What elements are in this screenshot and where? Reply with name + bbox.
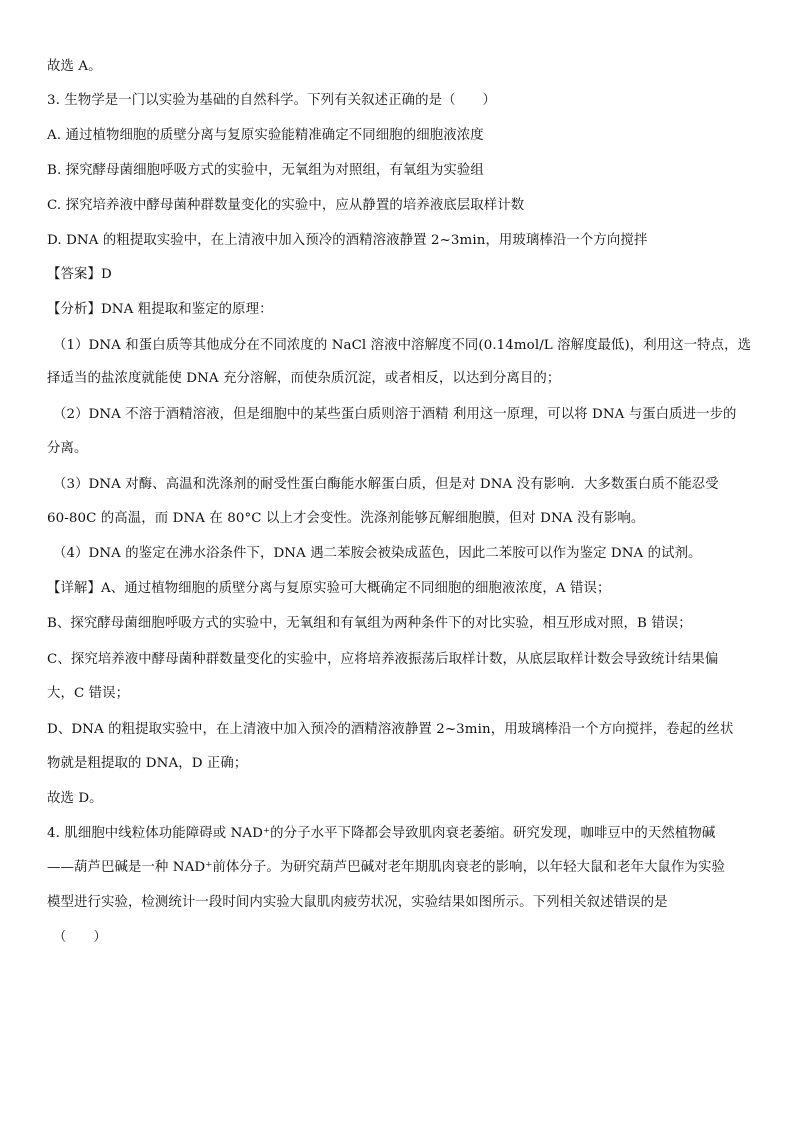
analysis-line: 择适当的盐浓度就能使 DNA 充分溶解，而使杂质沉淀，或者相反，以达到分离目的； [47, 371, 561, 386]
analysis-line: （1）DNA 和蛋白质等其他成分在不同浓度的 NaCl 溶液中溶解度不同(0.14mol/L 溶解度最低)，利用这一特点，选 [53, 338, 752, 353]
detail-line: 【详解】A、通过植物细胞的质壁分离与复原实验可大概确定不同细胞的细胞液浓度，A 错误； [47, 581, 611, 596]
question-3-option-d: D. DNA 的粗提取实验中，在上清液中加入预冷的酒精溶液静置 2~3min，用玻璃棒沿一个方向搅拌 [47, 233, 648, 248]
detail-line: 大，C 错误； [47, 686, 130, 701]
question-3-option-b: B. 探究酵母菌细胞呼吸方式的实验中，无氧组为对照组，有氧组为实验组 [47, 163, 484, 178]
question-4-line: 模型进行实验，检测统计一段时间内实验大鼠肌肉疲劳状况，实验结果如图所示。下列相关叙述错误的是 [47, 895, 668, 910]
detail-line: B、探究酵母菌细胞呼吸方式的实验中，无氧组和有氧组为两种条件下的对比实验，相互形成对照，B 错误； [47, 616, 692, 631]
detail-line: D、DNA 的粗提取实验中，在上清液中加入预冷的酒精溶液静置 2~3min，用玻璃棒沿一个方向搅拌，卷起的丝状 [47, 722, 734, 737]
question-4-blank: （ ） [53, 930, 107, 945]
analysis-line: （3）DNA 对酶、高温和洗涤剂的耐受性蛋白酶能水解蛋白质，但是对 DNA 没有影响．大多数蛋白质不能忍受 [53, 477, 719, 492]
detail-line: 物就是粗提取的 DNA，D 正确； [47, 756, 248, 771]
question-3-option-c: C. 探究培养液中酵母菌种群数量变化的实验中，应从静置的培养液底层取样计数 [47, 198, 525, 213]
analysis-line: 分离。 [47, 441, 88, 456]
question-3-answer: 【答案】D [47, 267, 112, 282]
question-4-line: ——葫芦巴碱是一种 NAD⁺前体分子。为研究葫芦巴碱对老年期肌肉衰老的影响，以年轻大鼠和老年大鼠作为实验 [47, 860, 726, 875]
question-3-analysis-title: 【分析】DNA 粗提取和鉴定的原理： [47, 302, 273, 317]
question-3-stem: 3. 生物学是一门以实验为基础的自然科学。下列有关叙述正确的是（ ） [47, 93, 497, 108]
analysis-line: （4）DNA 的鉴定在沸水浴条件下，DNA 遇二苯胺会被染成蓝色，因此二苯胺可以作为鉴定 DNA 的试剂。 [53, 546, 702, 561]
detail-line: C、探究培养液中酵母菌种群数量变化的实验中，应将培养液振荡后取样计数，从底层取样计数会导致统计结果偏 [47, 652, 719, 667]
question-3-option-a: A. 通过植物细胞的质壁分离与复原实验能精准确定不同细胞的细胞液浓度 [47, 128, 484, 143]
question-3-conclusion: 故选 D。 [47, 791, 103, 806]
previous-answer: 故选 A。 [47, 59, 102, 74]
analysis-line: 60-80C 的高温，而 DNA 在 80°C 以上才会变性。洗涤剂能够瓦解细胞膜，但对 DNA 没有影响。 [47, 511, 645, 526]
question-4-line: 4. 肌细胞中线粒体功能障碍或 NAD⁺的分子水平下降都会导致肌肉衰老萎缩。研究发现，咖啡豆中的天然植物碱 [47, 826, 716, 841]
analysis-line: （2）DNA 不溶于酒精溶液，但是细胞中的某些蛋白质则溶于酒精 利用这一原理，可以将 DNA 与蛋白质进一步的 [53, 407, 737, 422]
